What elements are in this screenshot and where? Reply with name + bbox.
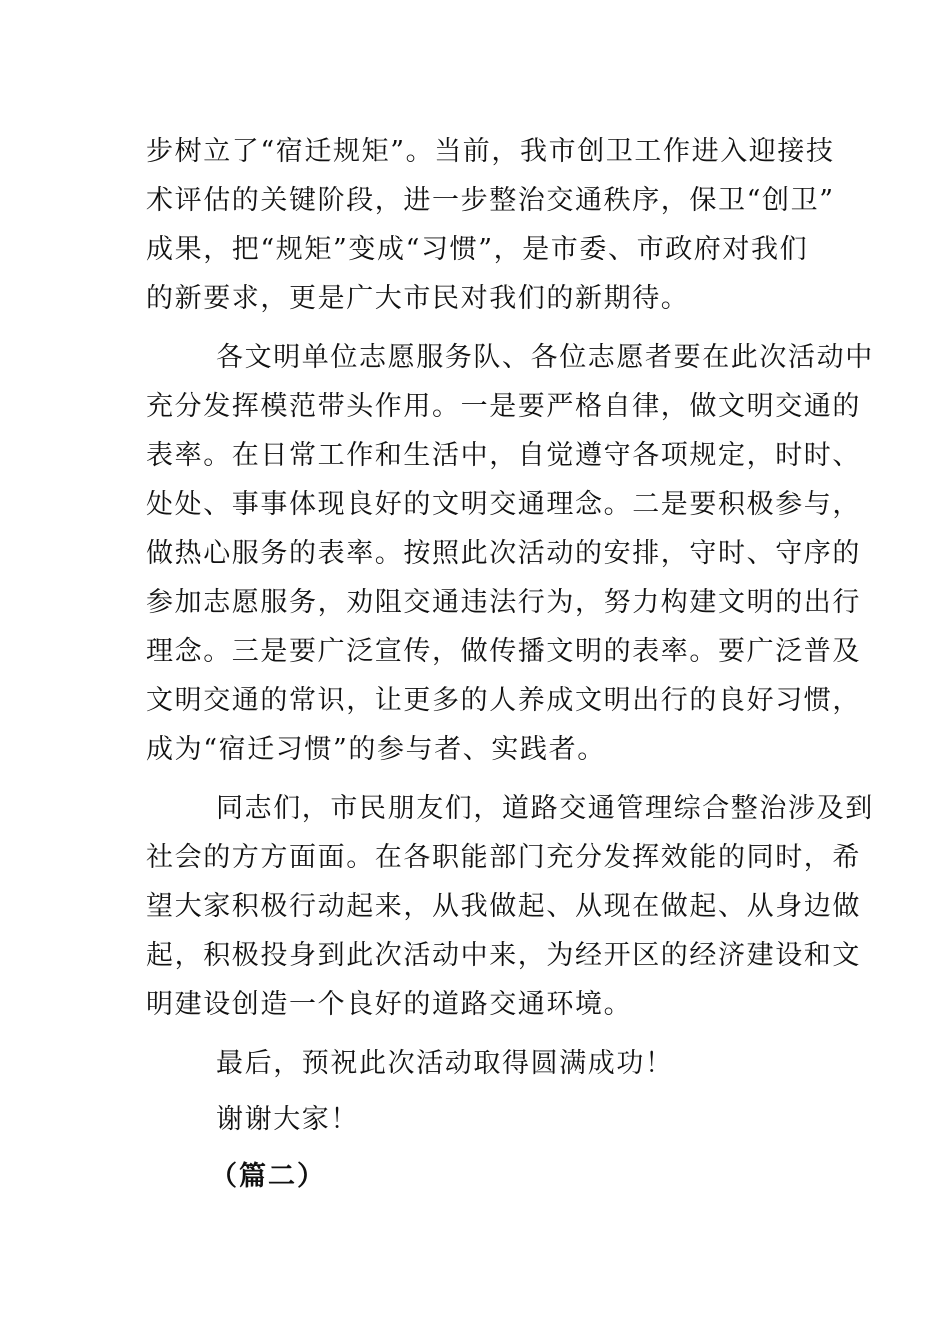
closing-thanks: 谢谢大家！ [216,1104,359,1135]
paragraph-2-line-5: 做热心服务的表率。按照此次活动的安排，守时、守序的 [146,538,861,569]
closing-wish: 最后，预祝此次活动取得圆满成功！ [216,1048,674,1079]
paragraph-3-line-1: 同志们，市民朋友们，道路交通管理综合整治涉及到 [216,793,874,824]
section-heading: （篇二） [210,1161,326,1192]
paragraph-2-line-7: 理念。三是要广泛宣传，做传播文明的表率。要广泛普及 [146,636,861,667]
paragraph-3-line-4: 起，积极投身到此次活动中来，为经开区的经济建设和文 [146,940,861,971]
paragraph-2-line-2: 充分发挥模范带头作用。一是要严格自律，做文明交通的 [146,391,861,422]
paragraph-1-line-4: 的新要求，更是广大市民对我们的新期待。 [146,283,690,314]
paragraph-3-line-3: 望大家积极行动起来，从我做起、从现在做起、从身边做 [146,891,861,922]
paragraph-2-line-1: 各文明单位志愿服务队、各位志愿者要在此次活动中 [216,342,874,373]
paragraph-2-line-6: 参加志愿服务，劝阻交通违法行为，努力构建文明的出行 [146,587,861,618]
paragraph-2-line-3: 表率。在日常工作和生活中，自觉遵守各项规定，时时、 [146,440,861,471]
paragraph-1-line-2: 术评估的关键阶段，进一步整治交通秩序，保卫“创卫” [146,185,835,216]
paragraph-2-line-9: 成为“宿迁习惯”的参与者、实践者。 [146,734,606,765]
paragraph-1-line-3: 成果，把“规矩”变成“习惯”，是市委、市政府对我们 [146,234,809,265]
paragraph-2-line-4: 处处、事事体现良好的文明交通理念。二是要积极参与， [146,489,861,520]
paragraph-3-line-5: 明建设创造一个良好的道路交通环境。 [146,989,633,1020]
paragraph-1-line-1: 步树立了“宿迁规矩”。当前，我市创卫工作进入迎接技 [146,136,835,167]
paragraph-2-line-8: 文明交通的常识，让更多的人养成文明出行的良好习惯， [146,685,861,716]
paragraph-3-line-2: 社会的方方面面。在各职能部门充分发挥效能的同时，希 [146,842,861,873]
